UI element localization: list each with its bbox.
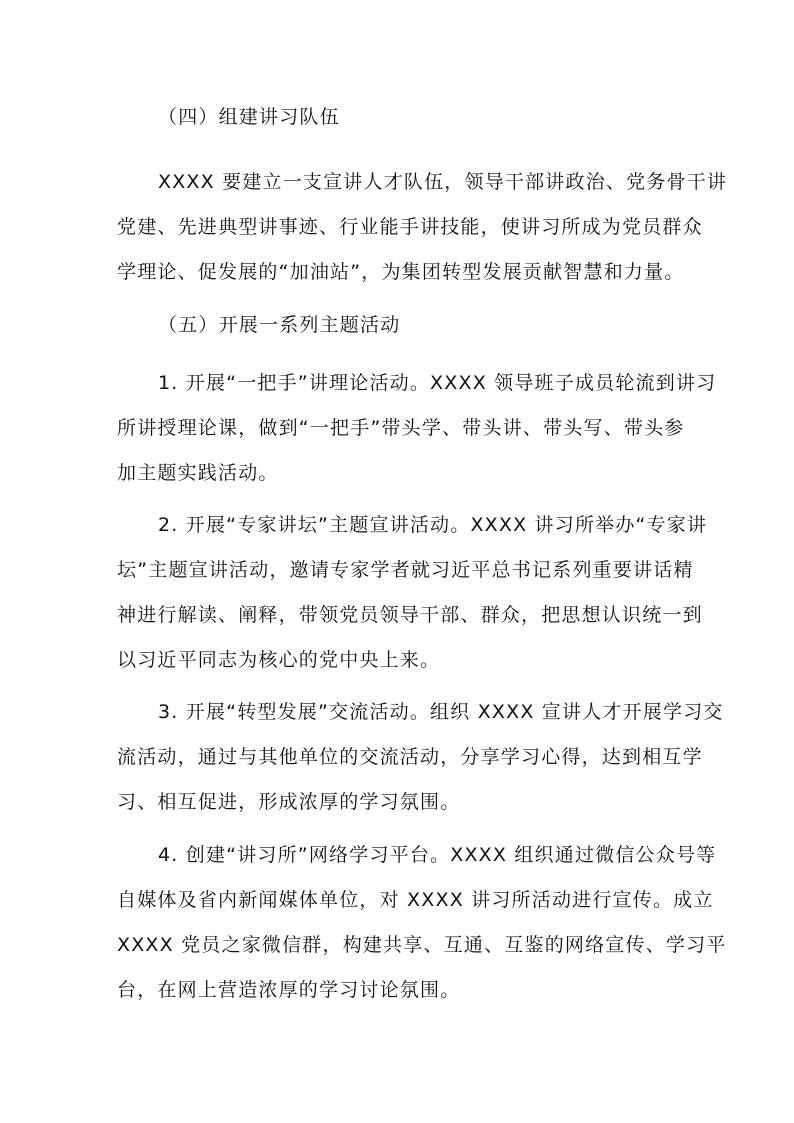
paragraph-line: 2. 开展“专家讲坛”主题宣讲活动。XXXX 讲习所举办“专家讲 bbox=[158, 514, 708, 536]
paragraph-line: 3. 开展“转型发展”交流活动。组织 XXXX 宣讲人才开展学习交 bbox=[158, 701, 724, 723]
paragraph-line: 流活动，通过与其他单位的交流活动，分享学习心得，达到相互学 bbox=[117, 746, 703, 768]
paragraph-line: 自媒体及省内新闻媒体单位，对 XXXX 讲习所活动进行宣传。成立 bbox=[117, 889, 714, 911]
paragraph-line: 神进行解读、阐释，带领党员领导干部、群众，把思想认识统一到 bbox=[117, 604, 703, 626]
activity-item-3 bbox=[117, 700, 724, 835]
paragraph-line: XXXX 要建立一支宣讲人才队伍，领导干部讲政治、党务骨干讲 bbox=[158, 171, 728, 193]
section-heading-4: （四）组建讲习队伍 bbox=[158, 106, 340, 128]
paragraph-line: XXXX 党员之家微信群，构建共享、互通、互鉴的网络宣传、学习平 bbox=[117, 934, 727, 956]
section-heading-5: （五）开展一系列主题活动 bbox=[158, 314, 401, 336]
paragraph-line: 习、相互促进，形成浓厚的学习氛围。 bbox=[117, 791, 461, 813]
paragraph-line: 台，在网上营造浓厚的学习讨论氛围。 bbox=[117, 979, 461, 1001]
paragraph-line: 1. 开展“一把手”讲理论活动。XXXX 领导班子成员轮流到讲习 bbox=[158, 372, 717, 394]
activity-item-2 bbox=[117, 513, 708, 693]
paragraph-line: 以习近平同志为核心的党中央上来。 bbox=[117, 649, 441, 671]
paragraph-line: 所讲授理论课，做到“一把手”带头学、带头讲、带头写、带头参 bbox=[117, 417, 685, 439]
activity-item-4 bbox=[117, 843, 727, 1023]
activity-item-1 bbox=[117, 371, 717, 506]
paragraph-line: 加主题实践活动。 bbox=[117, 462, 279, 484]
paragraph-line: 党建、先进典型讲事迹、行业能手讲技能，使讲习所成为党员群众 bbox=[117, 216, 703, 238]
paragraph-line: 4. 创建“讲习所”网络学习平台。XXXX 组织通过微信公众号等 bbox=[158, 844, 717, 866]
paragraph-line: 学理论、促发展的“加油站”，为集团转型发展贡献智慧和力量。 bbox=[117, 261, 685, 283]
paragraph-line: 坛”主题宣讲活动，邀请专家学者就习近平总书记系列重要讲话精 bbox=[117, 559, 694, 581]
section-4-paragraph bbox=[117, 170, 728, 305]
